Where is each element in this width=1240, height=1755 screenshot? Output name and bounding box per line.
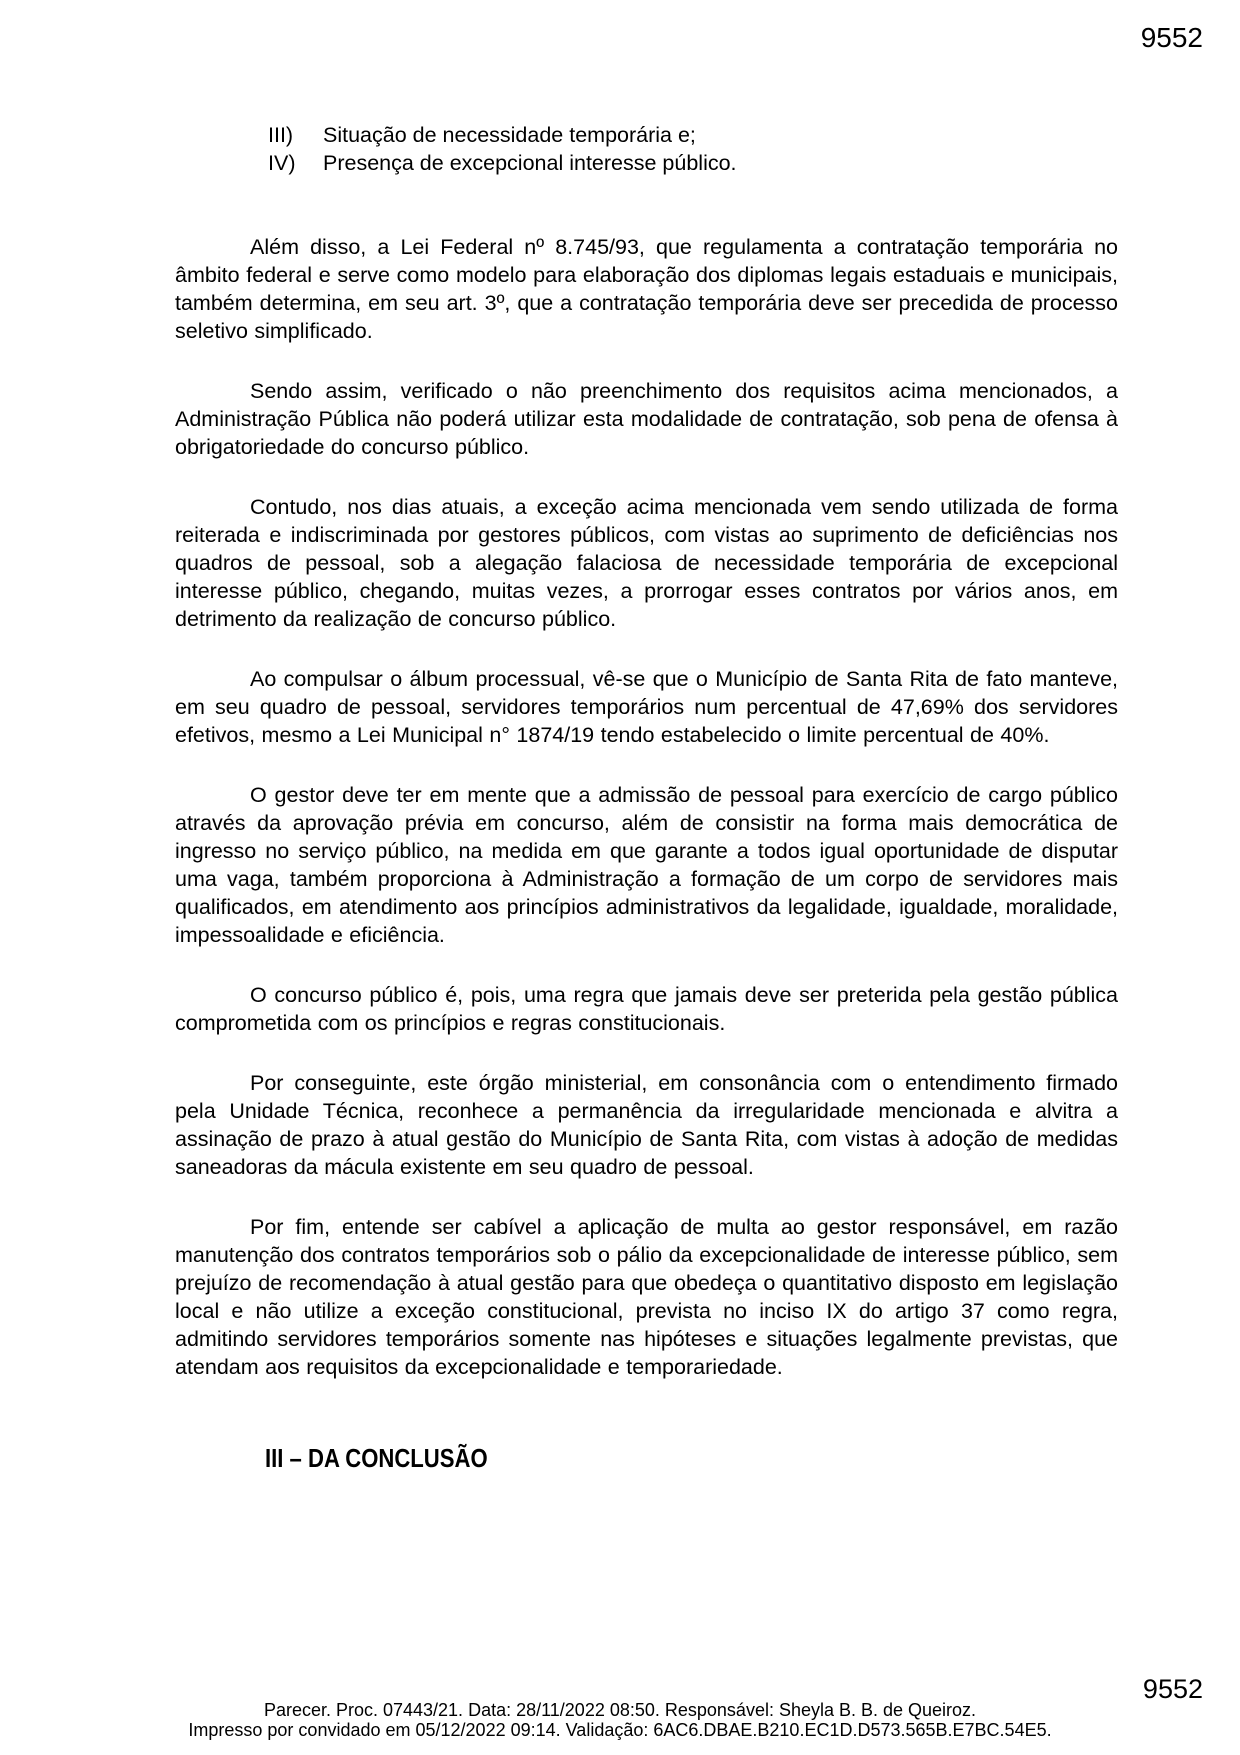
ordered-list [268, 121, 1118, 177]
document-body [175, 0, 1118, 1473]
paragraph: Por conseguinte, este órgão ministerial, em consonância com o entendimento firmado pela Unidade Técnica, reconhece a permanência da irregularidade mencionada e alvitra a assinação de prazo à atual gestão do Município de Santa Rita, com vistas à adoção de medidas saneadoras da mácula existente em seu quadro de pessoal. [175, 1071, 1118, 1179]
paragraph: Sendo assim, verificado o não preenchimento dos requisitos acima mencionados, a Administração Pública não poderá utilizar esta modalidade de contratação, sob pena de ofensa à obrigatoriedade do concurso público. [175, 379, 1118, 459]
footer-line-1: Parecer. Proc. 07443/21. Data: 28/11/2022 08:50. Responsável: Sheyla B. B. de Queiroz. [263, 1700, 977, 1720]
paragraph: O gestor deve ter em mente que a admissão de pessoal para exercício de cargo público através da aprovação prévia em concurso, além de consistir na forma mais democrática de ingresso no serviço público, na medida em que garante a todos igual oportunidade de disputar uma vaga, também proporciona à Administração a formação de um corpo de servidores mais qualificados, em atendimento aos princípios administrativos da legalidade, igualdade, moralidade, impessoalidade e eficiência. [175, 783, 1118, 947]
footer-line-2: Impresso por convidado em 05/12/2022 09:14. Validação: 6AC6.DBAE.B210.EC1D.D573.565B.E7BC.54E5. [188, 1719, 1052, 1740]
list-item-text: Presença de excepcional interesse público. [323, 151, 737, 175]
list-item [268, 149, 1118, 177]
list-item-marker: III) [268, 123, 294, 147]
section-heading [265, 1443, 1118, 1473]
paragraph: Contudo, nos dias atuais, a exceção acima mencionada vem sendo utilizada de forma reiterada e indiscriminada por gestores públicos, com vistas ao suprimento de deficiências nos quadros de pessoal, sob a alegação falaciosa de necessidade temporária de excepcional interesse público, chegando, muitas vezes, a prorrogar esses contratos por vários anos, em detrimento da realização de concurso público. [175, 495, 1118, 631]
list-item-marker: IV) [268, 151, 296, 175]
page-footer [0, 1701, 1240, 1740]
list-item-text: Situação de necessidade temporária e; [323, 123, 696, 147]
page-number-bottom: 9552 [1142, 1674, 1203, 1704]
paragraph: Além disso, a Lei Federal nº 8.745/93, que regulamenta a contratação temporária no âmbito federal e serve como modelo para elaboração dos diplomas legais estaduais e municipais, também determina, em seu art. 3º, que a contratação temporária deve ser precedida de processo seletivo simplificado. [175, 235, 1118, 343]
list-item [268, 121, 1118, 149]
paragraph: Ao compulsar o álbum processual, vê-se que o Município de Santa Rita de fato manteve, em seu quadro de pessoal, servidores temporários num percentual de 47,69% dos servidores efetivos, mesmo a Lei Municipal n° 1874/19 tendo estabelecido o limite percentual de 40%. [175, 667, 1118, 747]
paragraph: O concurso público é, pois, uma regra que jamais deve ser preterida pela gestão pública comprometida com os princípios e regras constitucionais. [175, 983, 1118, 1035]
section-heading-text: III – DA CONCLUSÃO [265, 1443, 488, 1473]
page-number-top: 9552 [1140, 22, 1203, 53]
paragraph: Por fim, entende ser cabível a aplicação de multa ao gestor responsável, em razão manutenção dos contratos temporários sob o pálio da excepcionalidade de interesse público, sem prejuízo de recomendação à atual gestão para que obedeça o quantitativo disposto em legislação local e não utilize a exceção constitucional, prevista no inciso IX do artigo 37 como regra, admitindo servidores temporários somente nas hipóteses e situações legalmente previstas, que atendam aos requisitos da excepcionalidade e temporariedade. [175, 1215, 1118, 1379]
